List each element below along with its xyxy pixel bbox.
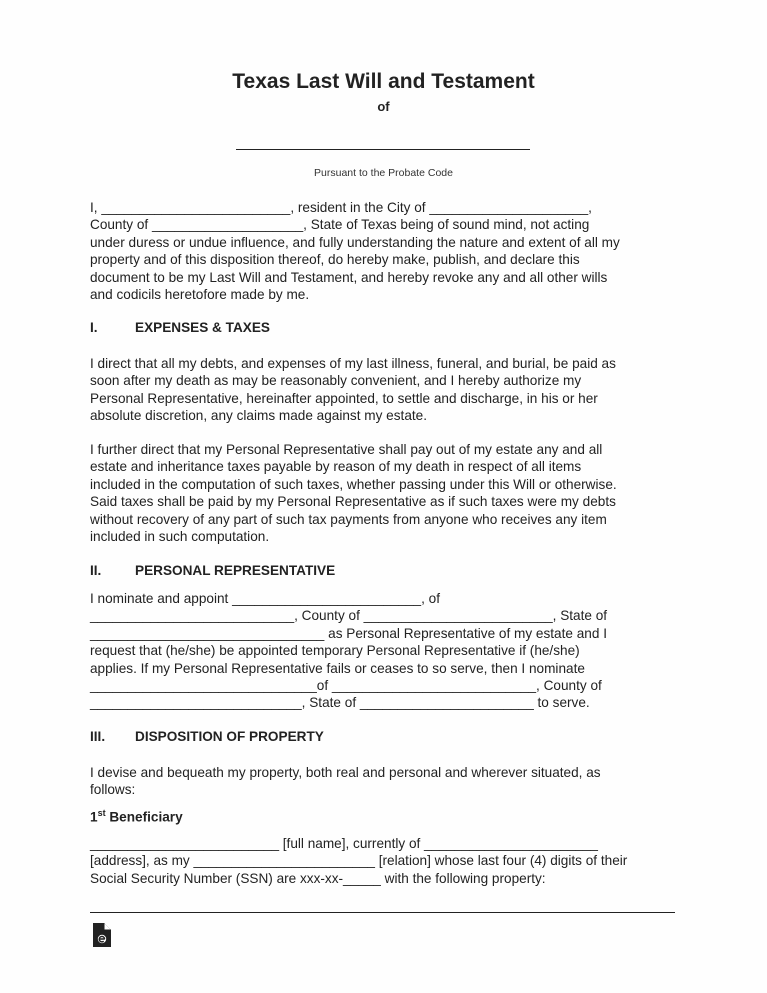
section-title: PERSONAL REPRESENTATIVE [135, 563, 336, 578]
paragraph-line: absolute discretion, any claims made against my estate. [90, 408, 427, 424]
paragraph-line: [address], as my ________________________ [relation] whose last four (4) digits of their [90, 853, 628, 869]
paragraph-line: I further direct that my Personal Representative shall pay out of my estate any and all [90, 442, 603, 457]
document-e-icon [92, 922, 112, 948]
beneficiary-ordinal: 1 [90, 809, 98, 825]
section-heading-expenses [90, 320, 270, 335]
beneficiary-heading [90, 808, 183, 825]
paragraph-line: included in the computation of such taxes, whether passing under this Will or otherwise. [90, 476, 617, 492]
paragraph-line: I direct that all my debts, and expenses of my last illness, funeral, and burial, be paid as [90, 356, 616, 371]
expenses-paragraph-2 [90, 441, 680, 545]
paragraph-line: soon after my death as may be reasonably convenient, and I hereby authorize my [90, 373, 582, 389]
intro-line: and codicils heretofore made by me. [90, 287, 310, 303]
property-description-line [90, 912, 675, 913]
beneficiary-ordinal-suffix: st [97, 808, 106, 818]
paragraph-line: ______________________________of ___________________________, County of [90, 678, 602, 694]
expenses-paragraph-1 [90, 355, 680, 425]
paragraph-line: Social Security Number (SSN) are xxx-xx-_____ with the following property: [90, 870, 546, 886]
intro-paragraph [90, 199, 680, 303]
section-heading-disposition [90, 729, 324, 744]
intro-line: property and of this disposition thereof, do hereby make, publish, and declare this [90, 252, 580, 268]
representative-paragraph [90, 590, 680, 712]
paragraph-line: I devise and bequeath my property, both real and personal and wherever situated, as [90, 765, 601, 780]
section-number: I. [90, 320, 98, 335]
paragraph-line: without recovery of any part of such tax payments from anyone who receives any item [90, 511, 607, 527]
paragraph-line: ___________________________, County of _________________________, State of [90, 608, 608, 624]
section-number: II. [90, 563, 102, 578]
disposition-paragraph [90, 764, 680, 799]
section-heading-representative [90, 563, 335, 578]
paragraph-line: _______________________________ as Personal Representative of my estate and I [90, 625, 607, 641]
document-subtitle: Pursuant to the Probate Code [314, 167, 453, 179]
paragraph-line: estate and inheritance taxes payable by reason of my death in respect of all items [90, 459, 582, 475]
paragraph-line: applies. If my Personal Representative fails or ceases to so serve, then I nominate [90, 660, 585, 676]
intro-line: I, _________________________, resident in the City of _____________________, [90, 200, 592, 215]
testator-name-line [236, 149, 530, 150]
intro-line: County of ____________________, State of Texas being of sound mind, not acting [90, 217, 590, 233]
paragraph-line: Personal Representative, hereinafter appointed, to settle and discharge, in his or her [90, 390, 598, 406]
paragraph-line: ____________________________, State of _______________________ to serve. [90, 695, 590, 711]
paragraph-line: Said taxes shall be paid by my Personal Representative as if such taxes were my debts [90, 494, 616, 510]
intro-line: under duress or undue influence, and fully understanding the nature and extent of all my [90, 234, 620, 250]
section-title: EXPENSES & TAXES [135, 320, 270, 335]
beneficiary-label: Beneficiary [105, 809, 183, 825]
paragraph-line: included in such computation. [90, 529, 270, 545]
paragraph-line: _________________________ [full name], currently of _______________________ [90, 836, 598, 851]
section-title: DISPOSITION OF PROPERTY [135, 729, 324, 744]
document-title: Texas Last Will and Testament [232, 70, 535, 93]
paragraph-line: I nominate and appoint _________________________, of [90, 591, 440, 606]
section-number: III. [90, 729, 106, 744]
paragraph-line: follows: [90, 782, 136, 798]
document-of-label: of [377, 99, 390, 114]
paragraph-line: request that (he/she) be appointed temporary Personal Representative if (he/she) [90, 643, 580, 659]
intro-line: document to be my Last Will and Testament, and hereby revoke any and all other wills [90, 269, 608, 285]
beneficiary-paragraph [90, 835, 680, 887]
